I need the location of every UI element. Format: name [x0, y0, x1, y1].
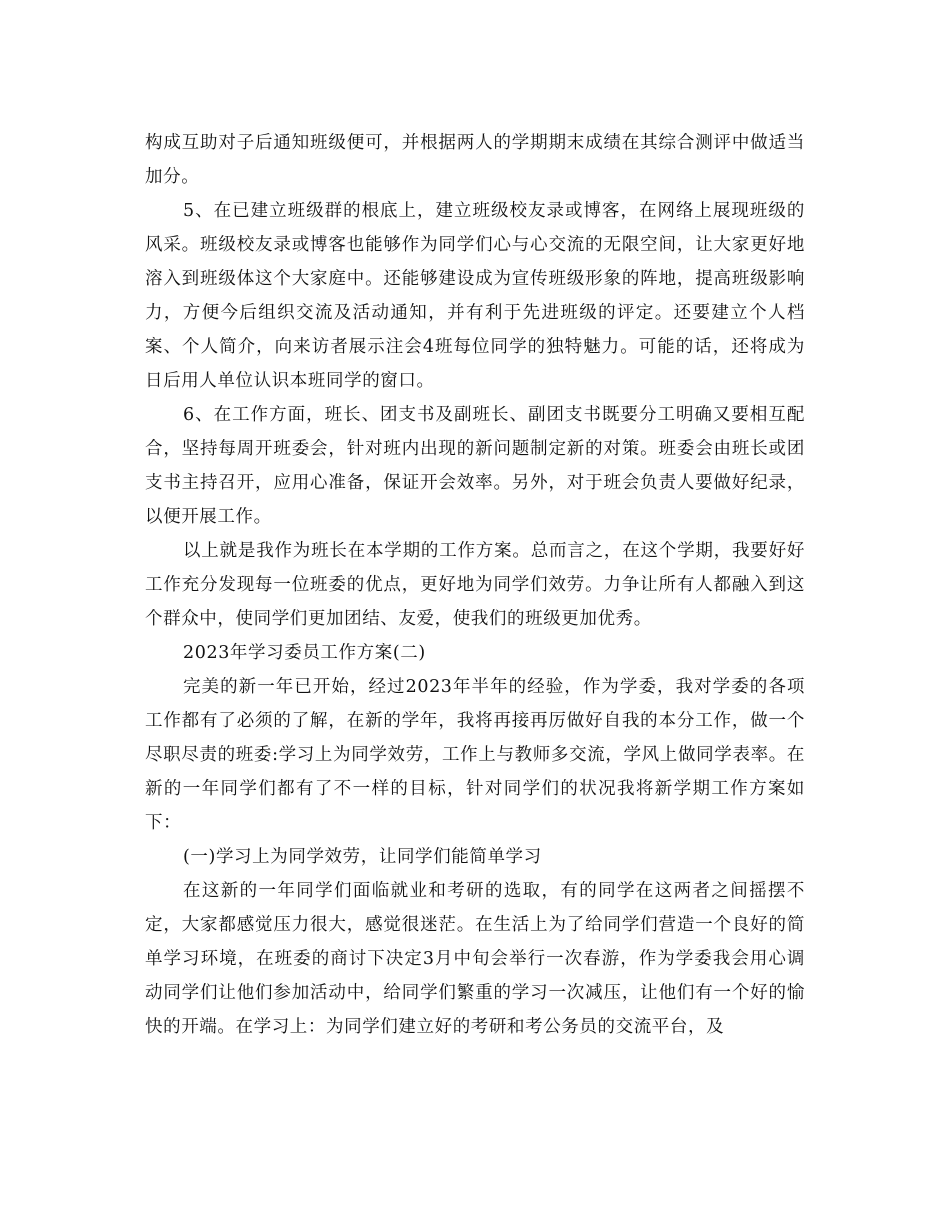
- paragraph-intro: 完美的新一年已开始，经过2023年半年的经验，作为学委，我对学委的各项工作都有了必须的了解，在新的学年，我将再接再厉做好自我的本分工作，做一个尽职尽责的班委:学习上为同学效劳，工作上与教师多交流，学风上做同学表率。在新的一年同学们都有了不一样的目标，针对同学们的状况我将新学期工作方案如下：: [145, 677, 805, 833]
- paragraph-study: 在这新的一年同学们面临就业和考研的选取，有的同学在这两者之间摇摆不定，大家都感觉压力很大，感觉很迷茫。在生活上为了给同学们营造一个良好的简单学习环境，在班委的商讨下决定3月中旬会举行一次春游，作为学委我会用心调动同学们让他们参加活动中，给同学们繁重的学习一次减压，让他们有一个好的愉快的开端。在学习上：为同学们建立好的考研和考公务员的交流平台，及: [145, 881, 805, 1037]
- paragraph-item-6: 6、在工作方面，班长、团支书及副班长、副团支书既要分工明确又要相互配合，坚持每周开班委会，针对班内出现的新问题制定新的对策。班委会由班长或团支书主持召开，应用心准备，保证开会效率。另外，对于班会负责人要做好纪录，以便开展工作。: [145, 405, 805, 527]
- paragraph-continuation: 构成互助对子后通知班级便可，并根据两人的学期期末成绩在其综合测评中做适当加分。: [145, 133, 805, 187]
- paragraph-summary: 以上就是我作为班长在本学期的工作方案。总而言之，在这个学期，我要好好工作充分发现每一位班委的优点，更好地为同学们效劳。力争让所有人都融入到这个群众中，使同学们更加团结、友爱，使我们的班级更加优秀。: [145, 541, 805, 629]
- paragraph-item-5: 5、在已建立班级群的根底上，建立班级校友录或博客，在网络上展现班级的风采。班级校友录或博客也能够作为同学们心与心交流的无限空间，让大家更好地溶入到班级体这个大家庭中。还能够建设成为宣传班级形象的阵地，提高班级影响力，方便今后组织交流及活动通知，并有利于先进班级的评定。还要建立个人档案、个人简介，向来访者展示注会4班每位同学的独特魅力。可能的话，还将成为日后用人单位认识本班同学的窗口。: [145, 201, 805, 391]
- document-body: [145, 126, 805, 1044]
- subsection-title: (一)学习上为同学效劳，让同学们能简单学习: [183, 847, 542, 867]
- section-title: 2023年学习委员工作方案(二): [183, 643, 426, 663]
